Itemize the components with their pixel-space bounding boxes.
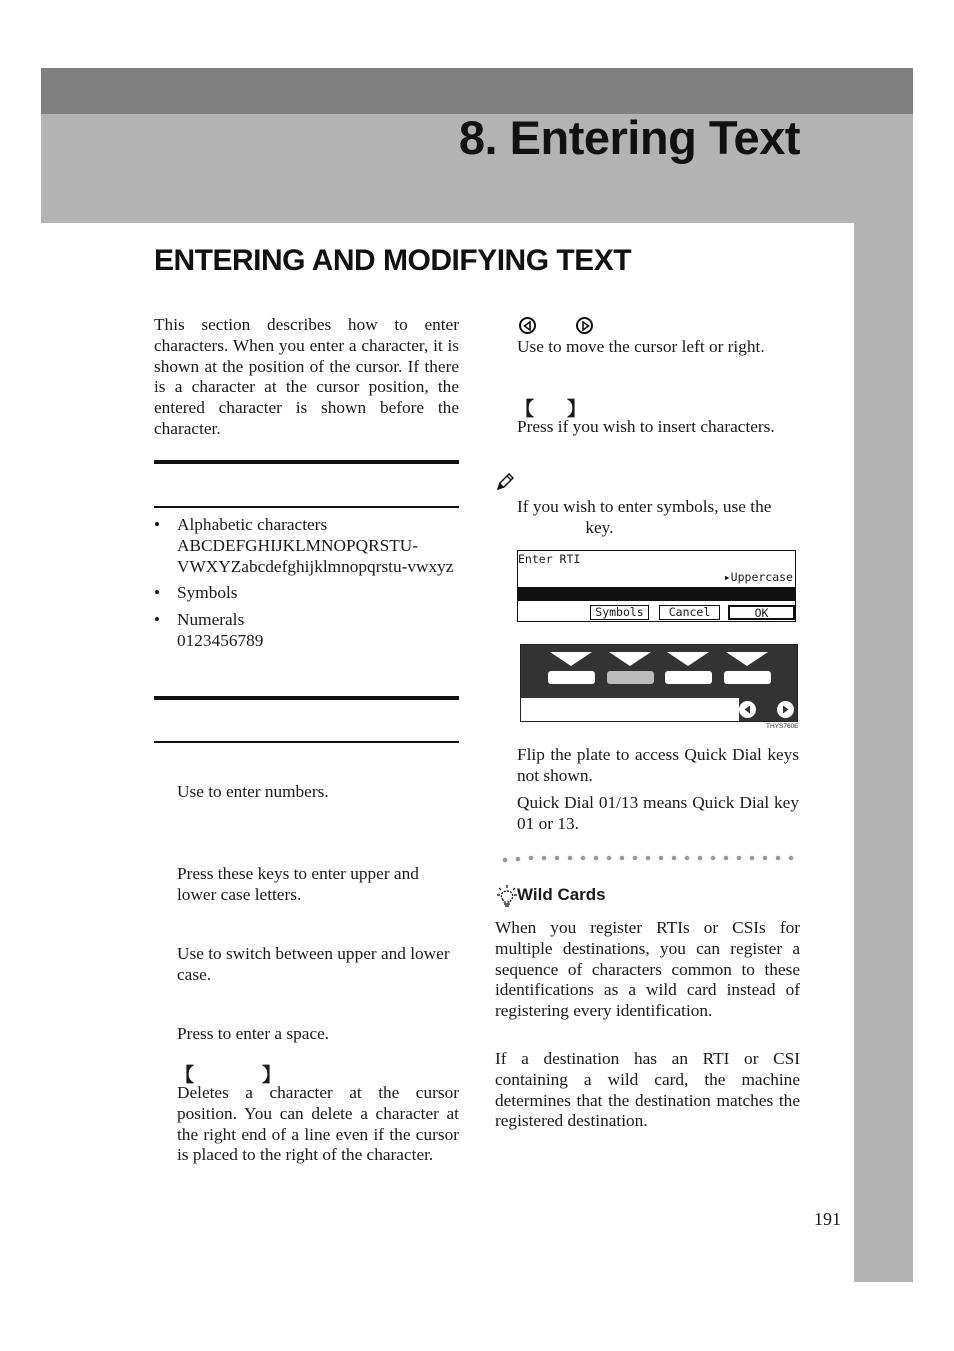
panel-right-arrow-icon[interactable] <box>777 701 794 718</box>
selection-key[interactable] <box>665 671 712 684</box>
insert-key-desc: Press if you wish to insert characters. <box>517 417 775 436</box>
lcd-mode: ▸Uppercase <box>723 570 793 584</box>
lcd-display <box>517 550 796 622</box>
space-key-desc: Press to enter a space. <box>177 1024 330 1043</box>
delete-key-desc: Deletes a character at the cursor position. You can delete a character at the right end of a line even if the cursor is placed to the right of the character. <box>177 1083 459 1165</box>
selection-arrow-icon <box>550 652 592 666</box>
insert-key-bracket-open: 【 <box>515 398 535 420</box>
bullet: • <box>154 583 161 603</box>
list-item-label: Numerals <box>177 610 245 630</box>
page-number: 191 <box>814 1209 841 1229</box>
page-side-bar <box>854 223 913 1282</box>
figure-code: THYS760E <box>766 723 799 730</box>
list-item-detail: 0123456789 <box>177 630 264 650</box>
delete-key-bracket-close: 】 <box>262 1064 282 1086</box>
selection-key-active[interactable] <box>607 671 654 684</box>
list-item-label: Alphabetic characters <box>177 515 328 534</box>
list-item-detail: ABCDEFGHIJKLMNOPQRSTU-VWXYZabcdefghijklmnopqrstu-vwxyz <box>177 535 454 576</box>
flip-plate-tip: Flip the plate to access Quick Dial keys not shown. <box>517 745 799 785</box>
subsection-rule-thin <box>154 741 459 743</box>
delete-key-bracket-open: 【 <box>175 1064 195 1086</box>
wild-cards-para2: If a destination has an RTI or CSI containing a wild card, the machine determines that the destination matches the registered destination. <box>495 1049 800 1131</box>
cursor-right-icon <box>576 317 593 334</box>
selection-arrow-icon <box>726 652 768 666</box>
list-item <box>154 610 459 652</box>
lcd-input-bar <box>518 587 795 601</box>
case-switch-desc: Use to switch between upper and lower case. <box>177 944 450 984</box>
subsection-rule-thin <box>154 506 459 508</box>
lcd-cancel-button[interactable]: Cancel <box>659 605 720 620</box>
subsection-rule <box>154 696 459 700</box>
section-title: ENTERING AND MODIFYING TEXT <box>154 244 632 277</box>
selection-key[interactable] <box>724 671 771 684</box>
insert-key-bracket-close: 】 <box>567 398 587 420</box>
list-item-label: Symbols <box>177 583 238 603</box>
cursor-left-icon <box>519 317 536 334</box>
quick-dial-panel <box>520 644 798 722</box>
symbols-note-text-end: key. <box>585 517 614 537</box>
symbols-note <box>517 497 802 539</box>
lcd-title: Enter RTI <box>518 552 581 566</box>
pencil-note-icon <box>495 472 515 497</box>
lcd-ok-button[interactable]: OK <box>728 605 795 620</box>
chapter-header-top-band <box>41 68 913 114</box>
wild-cards-para1: When you register RTIs or CSIs for multiple destinations, you can register a sequence of characters common to these identifications as a wild card instead of registering every identification. <box>495 918 800 1021</box>
intro-paragraph: This section describes how to enter characters. When you enter a character, it is shown at the position of the cursor. If there is a character at the cursor position, the entered character is shown before the character. <box>154 315 459 438</box>
cursor-keys-desc: Use to move the cursor left or right. <box>517 337 765 356</box>
lcd-symbols-button[interactable]: Symbols <box>590 605 649 620</box>
symbols-note-text: If you wish to enter symbols, use the <box>517 497 772 516</box>
selection-arrow-icon <box>667 652 709 666</box>
dotted-separator <box>502 854 802 864</box>
chapter-title: 8. Entering Text <box>458 111 800 164</box>
panel-left-arrow-icon[interactable] <box>739 701 756 718</box>
bullet: • <box>154 610 161 630</box>
bullet: • <box>154 515 161 534</box>
lightbulb-icon <box>496 884 518 913</box>
list-item <box>154 515 459 577</box>
wild-cards-title: Wild Cards <box>517 885 606 904</box>
subsection-rule <box>154 460 459 464</box>
available-characters-list <box>154 515 459 658</box>
list-item <box>154 583 459 604</box>
number-keys-desc: Use to enter numbers. <box>177 782 329 801</box>
quick-dial-tip: Quick Dial 01/13 means Quick Dial key 01 or 13. <box>517 793 799 833</box>
selection-key[interactable] <box>548 671 595 684</box>
selection-arrow-icon <box>609 652 651 666</box>
quick-dial-keys-desc: Press these keys to enter upper and lower case letters. <box>177 864 419 904</box>
